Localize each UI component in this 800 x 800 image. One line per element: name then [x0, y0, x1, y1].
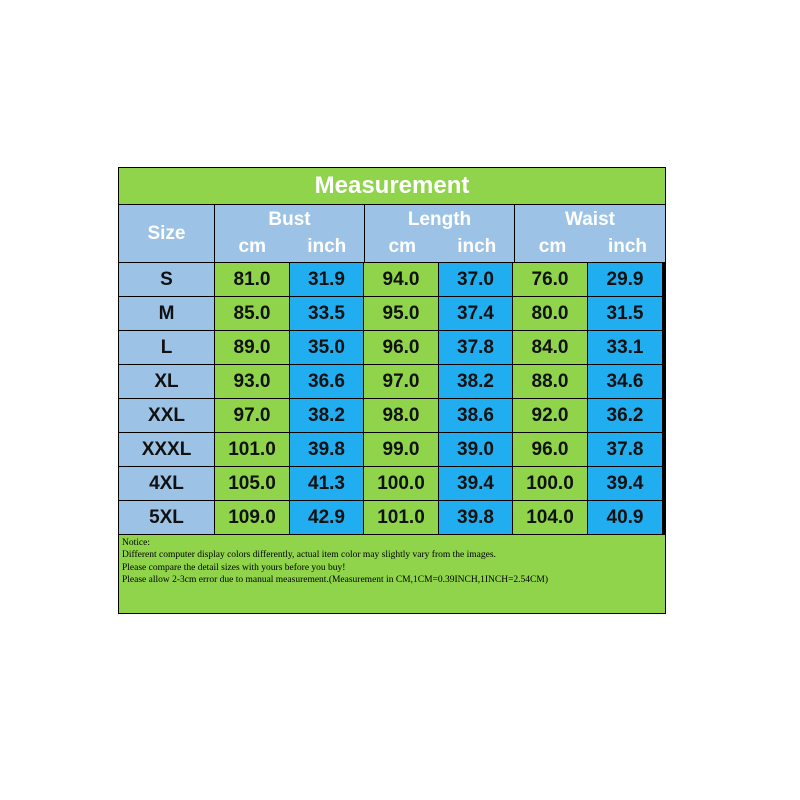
size-chart: [118, 167, 666, 614]
length-cm-label: cm: [388, 236, 416, 257]
length-cm-cell: 100.0: [364, 467, 439, 500]
length-inch-cell: 37.4: [439, 297, 513, 330]
length-cm-cell: 98.0: [364, 399, 439, 432]
table-row: [119, 364, 665, 398]
size-cell: 4XL: [119, 467, 215, 500]
bust-inch-cell: 35.0: [290, 331, 364, 364]
notice-box: [119, 534, 665, 613]
table-row: [119, 500, 665, 534]
waist-cm-cell: 96.0: [513, 433, 588, 466]
notice-heading: Notice:: [122, 538, 150, 548]
waist-inch-cell: 36.2: [588, 399, 662, 432]
bust-cm-label: cm: [238, 236, 266, 257]
length-inch-cell: 37.0: [439, 263, 513, 296]
waist-inch-cell: 33.1: [588, 331, 662, 364]
chart-title: Measurement: [119, 168, 665, 205]
waist-inch-cell: 31.5: [588, 297, 662, 330]
bust-inch-label: inch: [307, 236, 347, 257]
size-cell: 5XL: [119, 501, 215, 534]
bust-cm-cell: 97.0: [215, 399, 290, 432]
waist-inch-cell: 34.6: [588, 365, 662, 398]
size-cell: XXXL: [119, 433, 215, 466]
table-row: [119, 466, 665, 500]
waist-cm-cell: 84.0: [513, 331, 588, 364]
bust-inch-cell: 31.9: [290, 263, 364, 296]
bust-cm-cell: 85.0: [215, 297, 290, 330]
waist-header: [515, 205, 665, 262]
length-inch-label: inch: [457, 236, 497, 257]
bust-cm-cell: 105.0: [215, 467, 290, 500]
bust-cm-cell: 89.0: [215, 331, 290, 364]
size-rows: [119, 262, 665, 534]
bust-header: [215, 205, 365, 262]
bust-cm-cell: 101.0: [215, 433, 290, 466]
waist-cm-cell: 104.0: [513, 501, 588, 534]
bust-header-label: Bust: [268, 209, 311, 230]
length-inch-cell: 38.2: [439, 365, 513, 398]
length-inch-cell: 37.8: [439, 331, 513, 364]
length-inch-cell: 38.6: [439, 399, 513, 432]
length-header: [365, 205, 515, 262]
length-inch-cell: 39.0: [439, 433, 513, 466]
waist-cm-cell: 80.0: [513, 297, 588, 330]
table-row: [119, 398, 665, 432]
bust-inch-cell: 39.8: [290, 433, 364, 466]
length-cm-cell: 95.0: [364, 297, 439, 330]
length-cm-cell: 97.0: [364, 365, 439, 398]
length-cm-cell: 99.0: [364, 433, 439, 466]
waist-inch-cell: 37.8: [588, 433, 662, 466]
waist-cm-cell: 88.0: [513, 365, 588, 398]
size-cell: M: [119, 297, 215, 330]
notice-line: Different computer display colors differently, actual item color may slightly vary from the images.: [122, 550, 496, 561]
table-row: [119, 432, 665, 466]
length-cm-cell: 96.0: [364, 331, 439, 364]
bust-cm-cell: 109.0: [215, 501, 290, 534]
bust-inch-cell: 33.5: [290, 297, 364, 330]
waist-inch-cell: 29.9: [588, 263, 662, 296]
waist-cm-cell: 92.0: [513, 399, 588, 432]
waist-inch-label: inch: [607, 236, 648, 257]
waist-inch-cell: 39.4: [588, 467, 662, 500]
bust-inch-cell: 42.9: [290, 501, 364, 534]
table-row: [119, 330, 665, 364]
size-cell: S: [119, 263, 215, 296]
length-header-label: Length: [407, 209, 472, 230]
waist-cm-cell: 100.0: [513, 467, 588, 500]
waist-inch-cell: 40.9: [588, 501, 662, 534]
length-inch-cell: 39.4: [439, 467, 513, 500]
size-cell: XL: [119, 365, 215, 398]
waist-cm-cell: 76.0: [513, 263, 588, 296]
notice-line: Please compare the detail sizes with yours before you buy!: [122, 562, 346, 573]
size-column-header: Size: [119, 205, 215, 262]
bust-cm-cell: 93.0: [215, 365, 290, 398]
size-cell: XXL: [119, 399, 215, 432]
waist-header-label: Waist: [565, 209, 615, 230]
bust-inch-cell: 41.3: [290, 467, 364, 500]
length-cm-cell: 101.0: [364, 501, 439, 534]
table-row: [119, 296, 665, 330]
waist-cm-label: cm: [538, 236, 567, 257]
length-inch-cell: 39.8: [439, 501, 513, 534]
size-cell: L: [119, 331, 215, 364]
table-row: [119, 262, 665, 296]
notice-line: Please allow 2-3cm error due to manual measurement.(Measurement in CM,1CM=0.39INCH,1INCH=2.54CM): [122, 575, 548, 586]
bust-inch-cell: 36.6: [290, 365, 364, 398]
length-cm-cell: 94.0: [364, 263, 439, 296]
bust-cm-cell: 81.0: [215, 263, 290, 296]
bust-inch-cell: 38.2: [290, 399, 364, 432]
